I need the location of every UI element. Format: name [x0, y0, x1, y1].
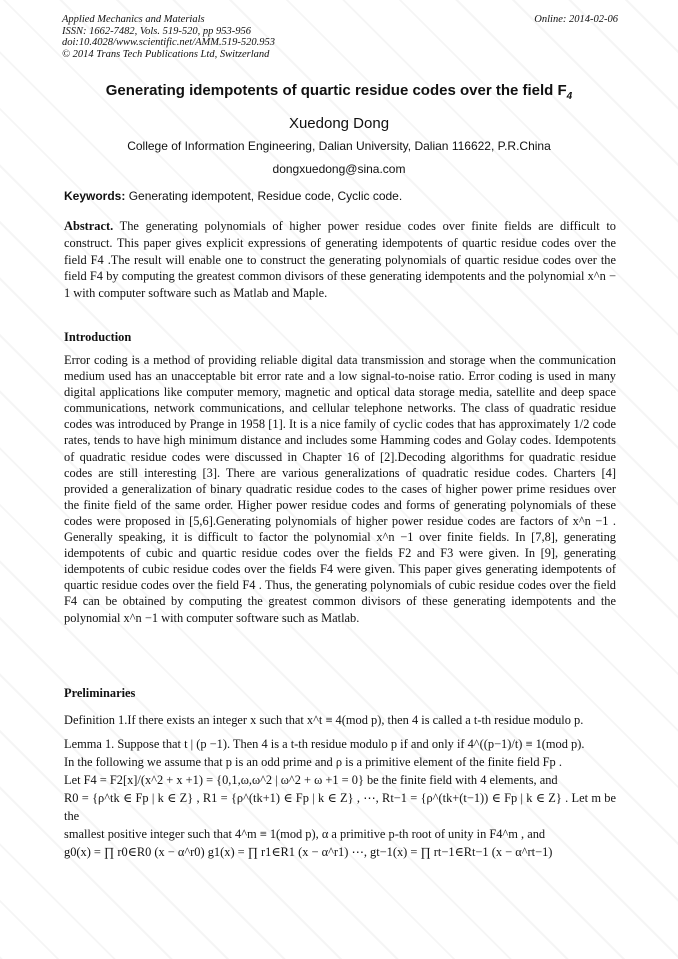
residue-classes: R0 = {ρ^tk ∈ Fp | k ∈ Z} , R1 = {ρ^(tk+1) ∈ Fp | k ∈ Z} , ⋯, Rt−1 = {ρ^(tk+(t−1)) ∈ Fp | k ∈ Z} . Let m be the — [64, 791, 616, 823]
field-definition: Let F4 = F2[x]/(x^2 + x +1) = {0,1,ω,ω^2 | ω^2 + ω +1 = 0} be the finite field with 4 elements, and — [64, 773, 558, 787]
abstract — [64, 218, 616, 302]
author-email: dongxuedong@sina.com — [272, 162, 406, 176]
preliminaries-body — [64, 711, 616, 861]
journal-copyright: © 2014 Trans Tech Publications Ltd, Switzerland — [62, 48, 270, 60]
keywords — [64, 189, 616, 203]
abstract-text: The generating polynomials of higher power residue codes over finite fields are difficult to construct. This paper gives explicit expressions of generating idempotents of quartic residue codes over the field F4 .The result will enable one to construct the generating polynomials of quartic residue codes over the field F4 by computing the greatest common divisors of these generating idempotents and the polynomial x^n − 1 with computer software such as Matlab and Maple. — [64, 219, 617, 301]
journal-header — [62, 14, 618, 60]
online-date: Online: 2014-02-06 — [534, 14, 618, 25]
author-affiliation: College of Information Engineering, Dalian University, Dalian 116622, P.R.China — [127, 139, 551, 153]
journal-doi: doi:10.4028/www.scientific.net/AMM.519-520.953 — [62, 37, 275, 48]
paper-title-text: Generating idempotents of quartic residue codes over the field F — [105, 82, 567, 99]
introduction-text: Error coding is a method of providing reliable digital data transmission and storage when the communication medium used has an unacceptable bit error rate and a low signal-to-noise ratio. Error coding is used in many digital applications like computer memory, magnetic and optical data storage media, satellite and deep space communications, network communications, and cellular telephone networks. The class of quadratic residue codes was introduced by Prange in 1958 [1]. It is a nice family of cyclic codes that has approximately 1/2 code rates, tends to have high minimum distance and includes some Hamming codes and Golay codes. Idempotents of quadratic residue codes were discussed in Chapter 16 of [2].Decoding algorithms for quadratic residue codes are still interesting [3]. There are various generalizations of quadratic residue codes. Charters [4] provided a generalization of binary quadratic residue codes to the cases of higher power prime residues over the finite field of the same order. Higher power residue codes and forms of generating polynomials of these codes were proposed in [5,6].Generating polynomials of higher power residue codes are factors of x^n −1 . Generally speaking, it is difficult to factor the polynomial x^n −1 over finite fields. In [7,8], generating idempotents of cubic and quartic residue codes over the fields F2 and F3 were given. In [9], generating idempotents of cubic residue codes over the fields F4 were given. This paper gives generating idempotents of quartic residue codes over the field F4 . Thus, the generating polynomials of cubic residue codes over the field F4 can be obtained by computing the greatest common divisors of these generating idempotents and the polynomial x^n −1 with computer software such as Matlab. — [64, 353, 616, 625]
journal-issn: ISSN: 1662-7482, Vols. 519-520, pp 953-956 — [62, 25, 251, 37]
introduction-heading: Introduction — [64, 330, 132, 344]
paper-title — [40, 82, 638, 102]
generator-products: g0(x) = ∏ r0∈R0 (x − α^r0) g1(x) = ∏ r1∈R1 (x − α^r1) ⋯, gt−1(x) = ∏ rt−1∈Rt−1 (x − α^rt−1) — [64, 845, 553, 859]
journal-name: Applied Mechanics and Materials — [62, 14, 205, 25]
keywords-text: Generating idempotent, Residue code, Cyclic code. — [128, 189, 403, 203]
lemma-1: Lemma 1. Suppose that t | (p −1). Then 4 is a t-th residue modulo p if and only if 4^((p−1)/t) ≡ 1(mod p). — [64, 737, 585, 751]
smallest-integer-text: smallest positive integer such that 4^m ≡ 1(mod p), α a primitive p-th root of unity in F4^m , and — [64, 827, 546, 841]
keywords-label: Keywords: — [64, 189, 126, 203]
abstract-label: Abstract. — [64, 219, 114, 233]
author-name: Xuedong Dong — [288, 115, 390, 132]
preliminaries-heading: Preliminaries — [64, 686, 136, 700]
definition-1: Definition 1.If there exists an integer x such that x^t ≡ 4(mod p), then 4 is called a t-th residue modulo p. — [64, 713, 584, 727]
assumption-text: In the following we assume that p is an odd prime and ρ is a primitive element of the finite field Fp . — [64, 755, 562, 769]
paper-title-subscript: 4 — [566, 91, 573, 102]
